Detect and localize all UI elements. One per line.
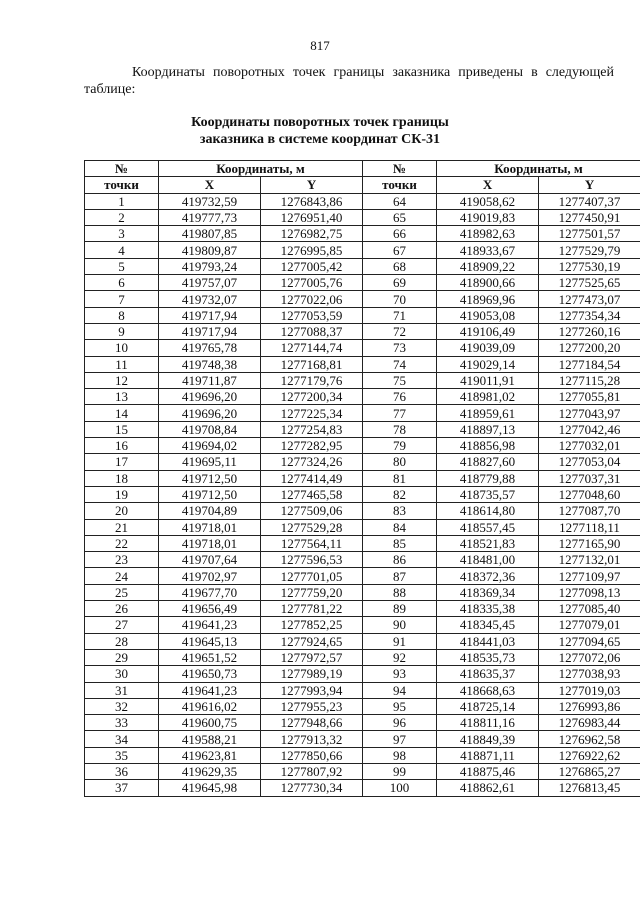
point-number-cell: 100 — [363, 780, 437, 796]
table-row — [85, 649, 640, 665]
x-coordinate-cell: 418875,46 — [437, 763, 539, 779]
point-number-cell: 78 — [363, 421, 437, 437]
y-coordinate-cell: 1277225,34 — [261, 405, 363, 421]
point-number-cell: 91 — [363, 633, 437, 649]
y-coordinate-cell: 1276993,86 — [539, 698, 640, 714]
table-row — [85, 552, 640, 568]
y-coordinate-cell: 1277955,23 — [261, 698, 363, 714]
x-coordinate-cell: 418933,67 — [437, 242, 539, 258]
table-title-line-1: Координаты поворотных точек границы — [191, 115, 449, 130]
y-coordinate-cell: 1277200,34 — [261, 389, 363, 405]
x-coordinate-cell: 419019,83 — [437, 209, 539, 225]
table-row — [85, 503, 640, 519]
y-coordinate-cell: 1277168,81 — [261, 356, 363, 372]
x-coordinate-cell: 419029,14 — [437, 356, 539, 372]
y-coordinate-cell: 1277473,07 — [539, 291, 640, 307]
point-number-cell: 99 — [363, 763, 437, 779]
table-body — [85, 193, 640, 796]
table-row — [85, 454, 640, 470]
x-coordinate-cell: 418959,61 — [437, 405, 539, 421]
x-coordinate-cell: 419717,94 — [159, 307, 261, 323]
header-y-label: Y — [261, 177, 363, 193]
x-coordinate-cell: 419651,52 — [159, 649, 261, 665]
x-coordinate-cell: 419058,62 — [437, 193, 539, 209]
point-number-cell: 68 — [363, 258, 437, 274]
x-coordinate-cell: 419694,02 — [159, 438, 261, 454]
point-number-cell: 1 — [85, 193, 159, 209]
table-title-line-2: заказника в системе координат СК-31 — [199, 132, 441, 147]
point-number-cell: 14 — [85, 405, 159, 421]
y-coordinate-cell: 1277038,93 — [539, 666, 640, 682]
x-coordinate-cell: 418335,38 — [437, 601, 539, 617]
y-coordinate-cell: 1277032,01 — [539, 438, 640, 454]
point-number-cell: 92 — [363, 649, 437, 665]
y-coordinate-cell: 1277509,06 — [261, 503, 363, 519]
point-number-cell: 81 — [363, 470, 437, 486]
y-coordinate-cell: 1277085,40 — [539, 601, 640, 617]
y-coordinate-cell: 1276951,40 — [261, 209, 363, 225]
point-number-cell: 26 — [85, 601, 159, 617]
table-row — [85, 291, 640, 307]
point-number-cell: 69 — [363, 275, 437, 291]
point-number-cell: 6 — [85, 275, 159, 291]
x-coordinate-cell: 419793,24 — [159, 258, 261, 274]
y-coordinate-cell: 1277088,37 — [261, 323, 363, 339]
y-coordinate-cell: 1277005,76 — [261, 275, 363, 291]
table-row — [85, 405, 640, 421]
y-coordinate-cell: 1277450,91 — [539, 209, 640, 225]
point-number-cell: 31 — [85, 682, 159, 698]
x-coordinate-cell: 418779,88 — [437, 470, 539, 486]
point-number-cell: 86 — [363, 552, 437, 568]
header-point-label: точки — [85, 177, 159, 193]
y-coordinate-cell: 1277132,01 — [539, 552, 640, 568]
point-number-cell: 15 — [85, 421, 159, 437]
y-coordinate-cell: 1277048,60 — [539, 486, 640, 502]
y-coordinate-cell: 1277781,22 — [261, 601, 363, 617]
x-coordinate-cell: 418535,73 — [437, 649, 539, 665]
y-coordinate-cell: 1277529,79 — [539, 242, 640, 258]
y-coordinate-cell: 1277094,65 — [539, 633, 640, 649]
x-coordinate-cell: 419641,23 — [159, 617, 261, 633]
y-coordinate-cell: 1277087,70 — [539, 503, 640, 519]
y-coordinate-cell: 1277993,94 — [261, 682, 363, 698]
y-coordinate-cell: 1276922,62 — [539, 747, 640, 763]
point-number-cell: 22 — [85, 535, 159, 551]
page-number: 817 — [310, 38, 330, 53]
y-coordinate-cell: 1277079,01 — [539, 617, 640, 633]
x-coordinate-cell: 419696,20 — [159, 405, 261, 421]
x-coordinate-cell: 419777,73 — [159, 209, 261, 225]
point-number-cell: 32 — [85, 698, 159, 714]
point-number-cell: 5 — [85, 258, 159, 274]
table-row — [85, 763, 640, 779]
point-number-cell: 93 — [363, 666, 437, 682]
y-coordinate-cell: 1276962,58 — [539, 731, 640, 747]
y-coordinate-cell: 1277407,37 — [539, 193, 640, 209]
table-row — [85, 226, 640, 242]
y-coordinate-cell: 1277254,83 — [261, 421, 363, 437]
x-coordinate-cell: 419696,20 — [159, 389, 261, 405]
y-coordinate-cell: 1277144,74 — [261, 340, 363, 356]
table-row — [85, 535, 640, 551]
y-coordinate-cell: 1277019,03 — [539, 682, 640, 698]
y-coordinate-cell: 1276843,86 — [261, 193, 363, 209]
table-row — [85, 486, 640, 502]
x-coordinate-cell: 418725,14 — [437, 698, 539, 714]
point-number-cell: 70 — [363, 291, 437, 307]
point-number-cell: 76 — [363, 389, 437, 405]
point-number-cell: 19 — [85, 486, 159, 502]
header-y-label: Y — [539, 177, 640, 193]
point-number-cell: 21 — [85, 519, 159, 535]
y-coordinate-cell: 1277053,04 — [539, 454, 640, 470]
point-number-cell: 97 — [363, 731, 437, 747]
x-coordinate-cell: 418897,13 — [437, 421, 539, 437]
point-number-cell: 12 — [85, 372, 159, 388]
x-coordinate-cell: 419757,07 — [159, 275, 261, 291]
y-coordinate-cell: 1277852,25 — [261, 617, 363, 633]
x-coordinate-cell: 419641,23 — [159, 682, 261, 698]
table-row — [85, 389, 640, 405]
point-number-cell: 2 — [85, 209, 159, 225]
x-coordinate-cell: 418557,45 — [437, 519, 539, 535]
point-number-cell: 79 — [363, 438, 437, 454]
point-number-cell: 73 — [363, 340, 437, 356]
y-coordinate-cell: 1277282,95 — [261, 438, 363, 454]
y-coordinate-cell: 1277179,76 — [261, 372, 363, 388]
y-coordinate-cell: 1277055,81 — [539, 389, 640, 405]
x-coordinate-cell: 419704,89 — [159, 503, 261, 519]
x-coordinate-cell: 418900,66 — [437, 275, 539, 291]
y-coordinate-cell: 1277972,57 — [261, 649, 363, 665]
y-coordinate-cell: 1277807,92 — [261, 763, 363, 779]
x-coordinate-cell: 418481,00 — [437, 552, 539, 568]
header-coords-label: Координаты, м — [437, 161, 640, 177]
x-coordinate-cell: 419656,49 — [159, 601, 261, 617]
table-row — [85, 584, 640, 600]
point-number-cell: 16 — [85, 438, 159, 454]
x-coordinate-cell: 419645,13 — [159, 633, 261, 649]
point-number-cell: 85 — [363, 535, 437, 551]
y-coordinate-cell: 1277989,19 — [261, 666, 363, 682]
table-row — [85, 242, 640, 258]
point-number-cell: 4 — [85, 242, 159, 258]
point-number-cell: 66 — [363, 226, 437, 242]
y-coordinate-cell: 1277759,20 — [261, 584, 363, 600]
x-coordinate-cell: 419600,75 — [159, 715, 261, 731]
y-coordinate-cell: 1277530,19 — [539, 258, 640, 274]
coordinates-table — [84, 160, 640, 797]
point-number-cell: 27 — [85, 617, 159, 633]
x-coordinate-cell: 418372,36 — [437, 568, 539, 584]
y-coordinate-cell: 1277850,66 — [261, 747, 363, 763]
table-row — [85, 601, 640, 617]
point-number-cell: 71 — [363, 307, 437, 323]
x-coordinate-cell: 418856,98 — [437, 438, 539, 454]
table-row — [85, 340, 640, 356]
table-row — [85, 209, 640, 225]
header-point-label: точки — [363, 177, 437, 193]
table-row — [85, 323, 640, 339]
table-header — [85, 161, 640, 194]
point-number-cell: 94 — [363, 682, 437, 698]
table-row — [85, 519, 640, 535]
x-coordinate-cell: 418849,39 — [437, 731, 539, 747]
x-coordinate-cell: 419623,81 — [159, 747, 261, 763]
x-coordinate-cell: 418668,63 — [437, 682, 539, 698]
x-coordinate-cell: 419717,94 — [159, 323, 261, 339]
y-coordinate-cell: 1277165,90 — [539, 535, 640, 551]
x-coordinate-cell: 419011,91 — [437, 372, 539, 388]
x-coordinate-cell: 418441,03 — [437, 633, 539, 649]
point-number-cell: 77 — [363, 405, 437, 421]
y-coordinate-cell: 1277072,06 — [539, 649, 640, 665]
y-coordinate-cell: 1277414,49 — [261, 470, 363, 486]
point-number-cell: 30 — [85, 666, 159, 682]
point-number-cell: 35 — [85, 747, 159, 763]
header-x-label: X — [437, 177, 539, 193]
intro-paragraph: Координаты поворотных точек границы заказника приведены в следующей таблице: — [84, 65, 614, 97]
x-coordinate-cell: 419695,11 — [159, 454, 261, 470]
point-number-cell: 84 — [363, 519, 437, 535]
point-number-cell: 11 — [85, 356, 159, 372]
y-coordinate-cell: 1277260,16 — [539, 323, 640, 339]
point-number-cell: 7 — [85, 291, 159, 307]
table-row — [85, 715, 640, 731]
header-num-label: № — [85, 161, 159, 177]
point-number-cell: 36 — [85, 763, 159, 779]
y-coordinate-cell: 1277053,59 — [261, 307, 363, 323]
x-coordinate-cell: 419645,98 — [159, 780, 261, 796]
point-number-cell: 23 — [85, 552, 159, 568]
table-row — [85, 698, 640, 714]
point-number-cell: 13 — [85, 389, 159, 405]
point-number-cell: 29 — [85, 649, 159, 665]
x-coordinate-cell: 419748,38 — [159, 356, 261, 372]
table-row — [85, 258, 640, 274]
table-row — [85, 307, 640, 323]
x-coordinate-cell: 419707,64 — [159, 552, 261, 568]
point-number-cell: 89 — [363, 601, 437, 617]
y-coordinate-cell: 1277525,65 — [539, 275, 640, 291]
point-number-cell: 83 — [363, 503, 437, 519]
y-coordinate-cell: 1277730,34 — [261, 780, 363, 796]
x-coordinate-cell: 418369,34 — [437, 584, 539, 600]
point-number-cell: 80 — [363, 454, 437, 470]
y-coordinate-cell: 1277948,66 — [261, 715, 363, 731]
point-number-cell: 28 — [85, 633, 159, 649]
x-coordinate-cell: 418862,61 — [437, 780, 539, 796]
x-coordinate-cell: 419039,09 — [437, 340, 539, 356]
y-coordinate-cell: 1277109,97 — [539, 568, 640, 584]
point-number-cell: 74 — [363, 356, 437, 372]
x-coordinate-cell: 419765,78 — [159, 340, 261, 356]
x-coordinate-cell: 419106,49 — [437, 323, 539, 339]
point-number-cell: 24 — [85, 568, 159, 584]
y-coordinate-cell: 1277529,28 — [261, 519, 363, 535]
point-number-cell: 65 — [363, 209, 437, 225]
point-number-cell: 37 — [85, 780, 159, 796]
point-number-cell: 17 — [85, 454, 159, 470]
y-coordinate-cell: 1277022,06 — [261, 291, 363, 307]
header-num-label: № — [363, 161, 437, 177]
x-coordinate-cell: 418871,11 — [437, 747, 539, 763]
x-coordinate-cell: 419732,59 — [159, 193, 261, 209]
y-coordinate-cell: 1277465,58 — [261, 486, 363, 502]
header-coords-label: Координаты, м — [159, 161, 363, 177]
x-coordinate-cell: 419616,02 — [159, 698, 261, 714]
table-row — [85, 731, 640, 747]
point-number-cell: 8 — [85, 307, 159, 323]
y-coordinate-cell: 1277200,20 — [539, 340, 640, 356]
point-number-cell: 88 — [363, 584, 437, 600]
table-row — [85, 193, 640, 209]
y-coordinate-cell: 1277037,31 — [539, 470, 640, 486]
y-coordinate-cell: 1277564,11 — [261, 535, 363, 551]
y-coordinate-cell: 1276982,75 — [261, 226, 363, 242]
y-coordinate-cell: 1277324,26 — [261, 454, 363, 470]
x-coordinate-cell: 419702,97 — [159, 568, 261, 584]
y-coordinate-cell: 1277043,97 — [539, 405, 640, 421]
point-number-cell: 3 — [85, 226, 159, 242]
table-row — [85, 421, 640, 437]
y-coordinate-cell: 1276865,27 — [539, 763, 640, 779]
table-row — [85, 747, 640, 763]
point-number-cell: 25 — [85, 584, 159, 600]
x-coordinate-cell: 419053,08 — [437, 307, 539, 323]
point-number-cell: 90 — [363, 617, 437, 633]
y-coordinate-cell: 1276983,44 — [539, 715, 640, 731]
x-coordinate-cell: 419708,84 — [159, 421, 261, 437]
point-number-cell: 9 — [85, 323, 159, 339]
x-coordinate-cell: 418614,80 — [437, 503, 539, 519]
x-coordinate-cell: 419712,50 — [159, 486, 261, 502]
point-number-cell: 34 — [85, 731, 159, 747]
x-coordinate-cell: 418969,96 — [437, 291, 539, 307]
x-coordinate-cell: 419650,73 — [159, 666, 261, 682]
x-coordinate-cell: 419588,21 — [159, 731, 261, 747]
header-x-label: X — [159, 177, 261, 193]
y-coordinate-cell: 1277184,54 — [539, 356, 640, 372]
point-number-cell: 67 — [363, 242, 437, 258]
table-row — [85, 438, 640, 454]
x-coordinate-cell: 419711,87 — [159, 372, 261, 388]
x-coordinate-cell: 418827,60 — [437, 454, 539, 470]
x-coordinate-cell: 419629,35 — [159, 763, 261, 779]
x-coordinate-cell: 418982,63 — [437, 226, 539, 242]
point-number-cell: 18 — [85, 470, 159, 486]
x-coordinate-cell: 418345,45 — [437, 617, 539, 633]
x-coordinate-cell: 419712,50 — [159, 470, 261, 486]
table-row — [85, 633, 640, 649]
point-number-cell: 64 — [363, 193, 437, 209]
point-number-cell: 87 — [363, 568, 437, 584]
point-number-cell: 20 — [85, 503, 159, 519]
x-coordinate-cell: 419807,85 — [159, 226, 261, 242]
x-coordinate-cell: 418811,16 — [437, 715, 539, 731]
table-row — [85, 780, 640, 796]
y-coordinate-cell: 1277913,32 — [261, 731, 363, 747]
y-coordinate-cell: 1277924,65 — [261, 633, 363, 649]
table-row — [85, 568, 640, 584]
point-number-cell: 82 — [363, 486, 437, 502]
point-number-cell: 72 — [363, 323, 437, 339]
x-coordinate-cell: 418909,22 — [437, 258, 539, 274]
table-row — [85, 356, 640, 372]
table-row — [85, 372, 640, 388]
point-number-cell: 96 — [363, 715, 437, 731]
table-row — [85, 275, 640, 291]
table-row — [85, 682, 640, 698]
x-coordinate-cell: 418735,57 — [437, 486, 539, 502]
y-coordinate-cell: 1277701,05 — [261, 568, 363, 584]
x-coordinate-cell: 419732,07 — [159, 291, 261, 307]
y-coordinate-cell: 1277098,13 — [539, 584, 640, 600]
y-coordinate-cell: 1277354,34 — [539, 307, 640, 323]
y-coordinate-cell: 1276813,45 — [539, 780, 640, 796]
y-coordinate-cell: 1277501,57 — [539, 226, 640, 242]
x-coordinate-cell: 419718,01 — [159, 535, 261, 551]
point-number-cell: 75 — [363, 372, 437, 388]
point-number-cell: 10 — [85, 340, 159, 356]
x-coordinate-cell: 418635,37 — [437, 666, 539, 682]
y-coordinate-cell: 1277005,42 — [261, 258, 363, 274]
y-coordinate-cell: 1276995,85 — [261, 242, 363, 258]
y-coordinate-cell: 1277596,53 — [261, 552, 363, 568]
point-number-cell: 98 — [363, 747, 437, 763]
y-coordinate-cell: 1277115,28 — [539, 372, 640, 388]
table-row — [85, 617, 640, 633]
table-row — [85, 666, 640, 682]
y-coordinate-cell: 1277042,46 — [539, 421, 640, 437]
x-coordinate-cell: 419677,70 — [159, 584, 261, 600]
table-row — [85, 470, 640, 486]
point-number-cell: 33 — [85, 715, 159, 731]
x-coordinate-cell: 418521,83 — [437, 535, 539, 551]
x-coordinate-cell: 419718,01 — [159, 519, 261, 535]
x-coordinate-cell: 419809,87 — [159, 242, 261, 258]
table-title — [0, 114, 640, 148]
point-number-cell: 95 — [363, 698, 437, 714]
y-coordinate-cell: 1277118,11 — [539, 519, 640, 535]
x-coordinate-cell: 418981,02 — [437, 389, 539, 405]
